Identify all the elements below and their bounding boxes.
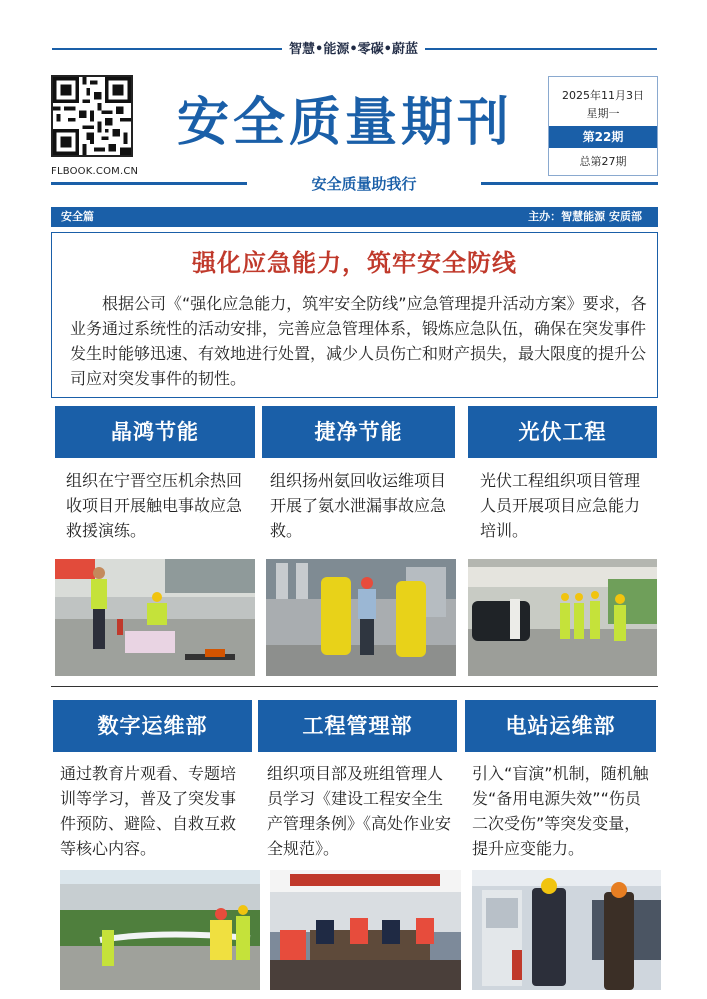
issue-info-box xyxy=(548,76,658,176)
card-text-jinghong: 组织在宁晋空压机余热回收项目开展触电事故应急救援演练。 xyxy=(66,471,243,540)
issue-weekday: 星期一 xyxy=(586,107,620,120)
subtitle-rule-right xyxy=(481,182,658,185)
subtitle: 安全质量助我行 xyxy=(311,175,417,193)
photo-fire-extinguisher-drill xyxy=(60,870,260,990)
card-text-engineering-mgmt: 组织项目部及班组管理人员学习《建设工程安全生产管理条例》《高处作业安全规范》。 xyxy=(267,764,452,858)
card-title-jiejing: 捷净节能 xyxy=(262,406,455,458)
card-title-jinghong: 晶鸿节能 xyxy=(55,406,255,458)
photo-training-meeting xyxy=(270,870,461,990)
slogan-rule-left xyxy=(52,48,282,50)
issue-number: 第22期 xyxy=(549,126,657,148)
card-title-digital-ops: 数字运维部 xyxy=(53,700,252,752)
qr-code-icon[interactable] xyxy=(51,75,133,157)
card-text-plant-ops: 引入“盲演”机制，随机触发“备用电源失效”“伤员二次受伤”等突发变量，提升应变能力。 xyxy=(472,764,649,858)
card-title-engineering-mgmt: 工程管理部 xyxy=(258,700,457,752)
card-title-plant-ops: 电站运维部 xyxy=(465,700,656,752)
card-text-jiejing: 组织扬州氨回收运维项目开展了氨水泄漏事故应急救。 xyxy=(270,471,447,540)
row-divider xyxy=(51,686,658,687)
section-bar xyxy=(51,207,658,227)
photo-blind-drill xyxy=(472,870,661,990)
intro-panel xyxy=(51,232,658,398)
subtitle-rule-left xyxy=(51,182,247,185)
intro-body: 根据公司《“强化应急能力，筑牢安全防线”应急管理提升活动方案》要求，各业务通过系统性的活动安排，完善应急管理体系，锻炼应急队伍，确保在突发事件发生时能够迅速、有效地进行处置，减少人员伤亡和财产损失，最大限度的提升公司应对突发事件的韧性。 xyxy=(70,294,647,388)
slogan-rule-right xyxy=(425,48,657,50)
photo-electric-shock-drill xyxy=(55,559,255,676)
slogan: 智慧•能源•零碳•蔚蓝 xyxy=(289,42,418,57)
section-name: 安全篇 xyxy=(61,210,94,223)
journal-title: 安全质量期刊 xyxy=(176,93,513,153)
photo-emergency-training xyxy=(468,559,657,676)
card-title-pv-engineering: 光伏工程 xyxy=(468,406,657,458)
card-text-pv-engineering: 光伏工程组织项目管理人员开展项目应急能力培训。 xyxy=(480,471,641,540)
qr-caption: FLBOOK.COM.CN xyxy=(51,166,139,177)
section-sponsor: 主办：智慧能源 安质部 xyxy=(528,210,642,223)
issue-date: 2025年11月3日 xyxy=(562,89,644,102)
intro-headline: 强化应急能力，筑牢安全防线 xyxy=(192,249,517,277)
photo-ammonia-leak-drill xyxy=(266,559,456,676)
card-text-digital-ops: 通过教育片观看、专题培训等学习，普及了突发事件预防、避险、自救互救等核心内容。 xyxy=(60,764,237,858)
total-issue-number: 总第27期 xyxy=(579,155,627,168)
